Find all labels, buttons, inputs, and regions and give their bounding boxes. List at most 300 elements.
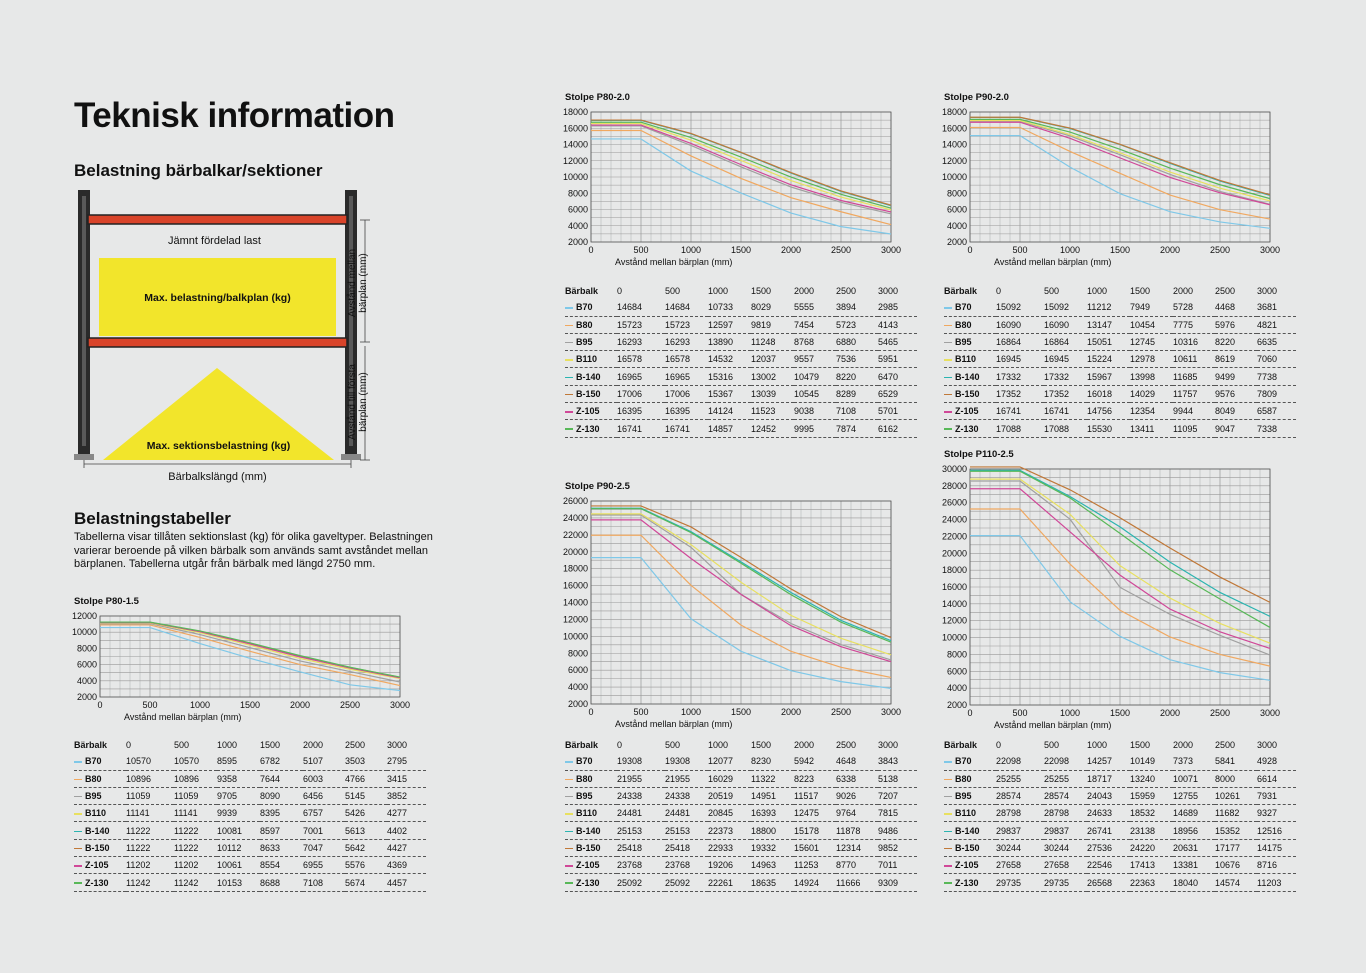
tables-description: Tabellerna visar tillåten sektionslast (kg) för olika gaveltyper. Belastningen varierar beroende på vilken bärbalk som används samt avståndet mellan bärplanen. Tabellerna utgår från bärbalk med längd 2750 mm. bbox=[74, 531, 433, 570]
table-cell: 29735 bbox=[1044, 874, 1087, 891]
table-cell: 29837 bbox=[1044, 822, 1087, 839]
x-tick-label: 2500 bbox=[830, 707, 852, 717]
table-header-cell: 2000 bbox=[794, 286, 815, 297]
table-cell: 16090 bbox=[996, 316, 1044, 333]
x-tick-label: 3000 bbox=[389, 700, 411, 710]
load-chart-block bbox=[941, 92, 1281, 434]
table-row: B70 14684 14684 10733 8029 5555 3894 2985 bbox=[565, 299, 917, 316]
table-cell: 28574 bbox=[996, 787, 1044, 804]
table-cell: 20519 bbox=[708, 787, 751, 804]
table-row: Z-105 16741 16741 14756 12354 9944 8049 6587 bbox=[944, 403, 1296, 420]
table-header-cell: 2000 bbox=[1173, 740, 1194, 751]
table-cell: 7931 bbox=[1257, 787, 1296, 804]
table-cell: 6880 bbox=[836, 333, 878, 350]
table-cell: 6338 bbox=[836, 770, 878, 787]
table-cell: 23138 bbox=[1130, 822, 1173, 839]
table-cell: 21955 bbox=[665, 770, 708, 787]
series-swatch bbox=[74, 761, 82, 763]
series-swatch bbox=[565, 882, 573, 884]
table-cell: 15224 bbox=[1087, 351, 1130, 368]
table-cell: 16864 bbox=[996, 333, 1044, 350]
series-swatch bbox=[944, 813, 952, 815]
x-tick-label: 500 bbox=[633, 707, 649, 717]
beam-length-label: Bärbalkslängd (mm) bbox=[168, 471, 267, 483]
y-tick-label: 22000 bbox=[941, 531, 967, 542]
table-cell: 9026 bbox=[836, 787, 878, 804]
table-cell: 6782 bbox=[260, 753, 303, 770]
table-cell: 16965 bbox=[617, 368, 665, 385]
y-tick-label: 4000 bbox=[946, 220, 967, 231]
series-swatch bbox=[944, 394, 952, 396]
x-tick-label: 2000 bbox=[1159, 708, 1181, 718]
table-cell: 9944 bbox=[1173, 403, 1215, 420]
table-cell: 9358 bbox=[217, 770, 260, 787]
series-swatch bbox=[944, 359, 952, 361]
table-cell: 7011 bbox=[878, 857, 917, 874]
table-cell: 24481 bbox=[665, 805, 708, 822]
series-swatch bbox=[565, 813, 573, 815]
table-cell: 6635 bbox=[1257, 333, 1296, 350]
table-cell: 25418 bbox=[665, 839, 708, 856]
table-cell: 7738 bbox=[1257, 368, 1296, 385]
y-tick-label: 10000 bbox=[562, 631, 588, 642]
table-cell: 4928 bbox=[1257, 753, 1296, 770]
series-swatch bbox=[74, 882, 82, 884]
table-cell: 10081 bbox=[217, 822, 260, 839]
table-cell: 12516 bbox=[1257, 822, 1296, 839]
max-section-load-label: Max. sektionsbelastning (kg) bbox=[146, 440, 291, 452]
table-cell: 18800 bbox=[751, 822, 794, 839]
table-cell: 7536 bbox=[836, 351, 878, 368]
table-row: B80 25255 25255 18717 13240 10071 8000 6614 bbox=[944, 770, 1296, 787]
series-swatch bbox=[944, 307, 952, 309]
table-cell: 4648 bbox=[836, 753, 878, 770]
y-tick-label: 12000 bbox=[941, 155, 967, 166]
table-cell: 14689 bbox=[1173, 805, 1215, 822]
table-cell: 9576 bbox=[1215, 385, 1257, 402]
series-swatch bbox=[565, 779, 573, 781]
table-cell: 15723 bbox=[617, 316, 665, 333]
x-axis-label: Avstånd mellan bärplan (mm) bbox=[994, 257, 1112, 267]
table-cell: 7001 bbox=[303, 822, 345, 839]
table-cell: 4277 bbox=[387, 805, 426, 822]
table-header-cell: Bärbalk bbox=[944, 740, 978, 751]
table-cell: 5555 bbox=[794, 299, 836, 316]
table-cell: 8049 bbox=[1215, 403, 1257, 420]
table-cell: 25418 bbox=[617, 839, 665, 856]
table-cell: 6003 bbox=[303, 770, 345, 787]
y-tick-label: 12000 bbox=[71, 611, 97, 621]
series-swatch bbox=[944, 865, 952, 867]
load-table bbox=[565, 737, 917, 892]
table-cell: 25092 bbox=[665, 874, 708, 891]
table-cell: 14574 bbox=[1215, 874, 1257, 891]
x-tick-label: 2000 bbox=[1159, 245, 1181, 255]
table-header-cell: 2500 bbox=[836, 286, 857, 297]
table-row: B95 11059 11059 9705 8090 6456 5145 3852 bbox=[74, 787, 426, 804]
table-cell: 5465 bbox=[878, 333, 917, 350]
table-cell: 11242 bbox=[174, 874, 217, 891]
table-row: B70 10570 10570 8595 6782 5107 3503 2795 bbox=[74, 753, 426, 770]
table-cell: 11666 bbox=[836, 874, 878, 891]
max-beam-load-label: Max. belastning/balkplan (kg) bbox=[144, 292, 291, 304]
table-cell: 8029 bbox=[751, 299, 794, 316]
table-cell: 9047 bbox=[1215, 420, 1257, 437]
table-cell: 17088 bbox=[1044, 420, 1087, 437]
line-chart bbox=[64, 596, 414, 722]
table-cell: 11682 bbox=[1215, 805, 1257, 822]
table-cell: 27536 bbox=[1087, 839, 1130, 856]
table-header-cell: 0 bbox=[996, 740, 1002, 751]
table-row: B110 16945 16945 15224 12978 10611 8619 7060 bbox=[944, 351, 1296, 368]
table-cell: 24338 bbox=[617, 787, 665, 804]
y-tick-label: 24000 bbox=[562, 512, 588, 523]
table-cell: 16029 bbox=[708, 770, 751, 787]
table-cell: 14124 bbox=[708, 403, 751, 420]
table-cell: 23768 bbox=[665, 857, 708, 874]
table-cell: 12755 bbox=[1173, 787, 1215, 804]
table-cell: 7108 bbox=[303, 874, 345, 891]
series-swatch bbox=[944, 377, 952, 379]
series-swatch bbox=[565, 831, 573, 833]
series-swatch bbox=[944, 342, 952, 344]
table-cell: 5942 bbox=[794, 753, 836, 770]
table-header-cell: 500 bbox=[1044, 740, 1060, 751]
table-cell: 9327 bbox=[1257, 805, 1296, 822]
table-cell: 10896 bbox=[126, 770, 174, 787]
table-cell: 10061 bbox=[217, 857, 260, 874]
table-cell: 6470 bbox=[878, 368, 917, 385]
table-cell: 11222 bbox=[126, 822, 174, 839]
table-cell: 17352 bbox=[996, 385, 1044, 402]
x-tick-label: 1500 bbox=[1109, 245, 1131, 255]
table-cell: 5951 bbox=[878, 351, 917, 368]
table-cell: 10611 bbox=[1173, 351, 1215, 368]
table-row: B-150 17006 17006 15367 13039 10545 8289 6529 bbox=[565, 385, 917, 402]
y-tick-label: 18000 bbox=[941, 107, 967, 117]
x-tick-label: 3000 bbox=[1259, 708, 1281, 718]
table-cell: 5145 bbox=[345, 787, 387, 804]
table-cell: 10570 bbox=[126, 753, 174, 770]
y-tick-label: 10000 bbox=[562, 172, 588, 182]
table-cell: 12037 bbox=[751, 351, 794, 368]
table-row: B80 15723 15723 12597 9819 7454 5723 4143 bbox=[565, 316, 917, 333]
table-cell: 15959 bbox=[1130, 787, 1173, 804]
table-cell: 27658 bbox=[996, 857, 1044, 874]
table-cell: 7644 bbox=[260, 770, 303, 787]
table-cell: 3843 bbox=[878, 753, 917, 770]
y-tick-label: 6000 bbox=[76, 659, 97, 670]
table-cell: 16578 bbox=[617, 351, 665, 368]
table-cell: 9557 bbox=[794, 351, 836, 368]
table-cell: 25255 bbox=[1044, 770, 1087, 787]
table-cell: 27658 bbox=[1044, 857, 1087, 874]
table-cell: 5642 bbox=[345, 839, 387, 856]
table-header-cell: 3000 bbox=[878, 740, 899, 751]
x-tick-label: 0 bbox=[967, 708, 973, 718]
x-tick-label: 1000 bbox=[680, 245, 702, 255]
x-tick-label: 1000 bbox=[680, 707, 702, 717]
table-cell: 13147 bbox=[1087, 316, 1130, 333]
table-cell: 8220 bbox=[836, 368, 878, 385]
series-swatch bbox=[565, 307, 573, 309]
table-cell: 17006 bbox=[617, 385, 665, 402]
middle-beam bbox=[88, 338, 347, 347]
table-cell: 16741 bbox=[996, 403, 1044, 420]
table-cell: 4427 bbox=[387, 839, 426, 856]
y-tick-label: 6000 bbox=[946, 666, 967, 677]
table-cell: 3415 bbox=[387, 770, 426, 787]
table-row: B-150 25418 25418 22933 19332 15601 12314 9852 bbox=[565, 839, 917, 856]
table-cell: 17352 bbox=[1044, 385, 1087, 402]
table-cell: 26741 bbox=[1087, 822, 1130, 839]
x-tick-label: 0 bbox=[588, 245, 594, 255]
y-tick-label: 8000 bbox=[567, 188, 588, 199]
table-cell: 15051 bbox=[1087, 333, 1130, 350]
table-cell: 29837 bbox=[996, 822, 1044, 839]
x-tick-label: 1500 bbox=[730, 707, 752, 717]
table-cell: 4402 bbox=[387, 822, 426, 839]
table-cell: 10545 bbox=[794, 385, 836, 402]
y-tick-label: 26000 bbox=[941, 497, 967, 508]
table-cell: 4468 bbox=[1215, 299, 1257, 316]
series-swatch bbox=[74, 831, 82, 833]
table-header-cell: 2000 bbox=[303, 740, 324, 751]
y-tick-label: 6000 bbox=[567, 204, 588, 215]
line-chart bbox=[555, 481, 905, 729]
series-swatch bbox=[565, 865, 573, 867]
table-cell: 17332 bbox=[996, 368, 1044, 385]
series-swatch bbox=[944, 411, 952, 413]
table-cell: 10112 bbox=[217, 839, 260, 856]
y-tick-label: 18000 bbox=[562, 107, 588, 117]
table-cell: 16395 bbox=[665, 403, 708, 420]
x-tick-label: 1000 bbox=[189, 700, 211, 710]
table-cell: 6162 bbox=[878, 420, 917, 437]
table-cell: 16018 bbox=[1087, 385, 1130, 402]
y-tick-label: 4000 bbox=[567, 220, 588, 231]
table-cell: 10733 bbox=[708, 299, 751, 316]
series-swatch bbox=[74, 848, 82, 850]
table-cell: 8597 bbox=[260, 822, 303, 839]
series-swatch bbox=[565, 377, 573, 379]
table-cell: 8554 bbox=[260, 857, 303, 874]
table-cell: 6456 bbox=[303, 787, 345, 804]
y-tick-label: 8000 bbox=[946, 649, 967, 660]
table-cell: 6757 bbox=[303, 805, 345, 822]
table-cell: 14684 bbox=[665, 299, 708, 316]
table-cell: 15178 bbox=[794, 822, 836, 839]
table-cell: 15316 bbox=[708, 368, 751, 385]
table-cell: 7060 bbox=[1257, 351, 1296, 368]
table-header-cell: 1500 bbox=[1130, 286, 1151, 297]
table-cell: 11685 bbox=[1173, 368, 1215, 385]
series-swatch bbox=[944, 796, 952, 798]
chart-title: Stolpe P90-2.0 bbox=[944, 92, 1009, 103]
x-tick-label: 500 bbox=[1012, 708, 1028, 718]
section-heading-load: Belastning bärbalkar/sektioner bbox=[74, 161, 323, 180]
table-cell: 17088 bbox=[996, 420, 1044, 437]
y-tick-label: 16000 bbox=[562, 123, 588, 134]
table-cell: 4457 bbox=[387, 874, 426, 891]
table-cell: 18717 bbox=[1087, 770, 1130, 787]
table-cell: 11202 bbox=[126, 857, 174, 874]
table-cell: 7338 bbox=[1257, 420, 1296, 437]
table-cell: 10153 bbox=[217, 874, 260, 891]
series-swatch bbox=[944, 779, 952, 781]
table-cell: 10149 bbox=[1130, 753, 1173, 770]
chart-title: Stolpe P110-2.5 bbox=[944, 449, 1014, 460]
y-tick-label: 8000 bbox=[76, 643, 97, 654]
table-header-cell: 0 bbox=[126, 740, 132, 751]
beam-spacing-label: Avstånd mellan bärplan (mm) bbox=[347, 248, 369, 318]
table-cell: 10454 bbox=[1130, 316, 1173, 333]
table-cell: 8000 bbox=[1215, 770, 1257, 787]
table-cell: 19206 bbox=[708, 857, 751, 874]
table-cell: 15092 bbox=[996, 299, 1044, 316]
table-row: B-140 25153 25153 22373 18800 15178 11878 9486 bbox=[565, 822, 917, 839]
table-cell: 14175 bbox=[1257, 839, 1296, 856]
table-cell: 16578 bbox=[665, 351, 708, 368]
table-header-cell: 1000 bbox=[217, 740, 238, 751]
x-tick-label: 2500 bbox=[1209, 708, 1231, 718]
table-cell: 4766 bbox=[345, 770, 387, 787]
table-cell: 6529 bbox=[878, 385, 917, 402]
table-header-cell: 2500 bbox=[1215, 740, 1236, 751]
table-cell: 20845 bbox=[708, 805, 751, 822]
table-cell: 11523 bbox=[751, 403, 794, 420]
y-tick-label: 2000 bbox=[567, 237, 588, 247]
table-cell: 11095 bbox=[1173, 420, 1215, 437]
table-cell: 7874 bbox=[836, 420, 878, 437]
table-cell: 25153 bbox=[665, 822, 708, 839]
table-cell: 9819 bbox=[751, 316, 794, 333]
table-cell: 28798 bbox=[996, 805, 1044, 822]
series-swatch bbox=[944, 428, 952, 430]
x-tick-label: 3000 bbox=[1259, 245, 1281, 255]
table-cell: 16741 bbox=[617, 420, 665, 437]
table-cell: 16395 bbox=[617, 403, 665, 420]
x-tick-label: 3000 bbox=[880, 245, 902, 255]
table-cell: 15723 bbox=[665, 316, 708, 333]
table-header-cell: 0 bbox=[617, 740, 623, 751]
y-tick-label: 10000 bbox=[941, 172, 967, 182]
table-row: B80 16090 16090 13147 10454 7775 5976 4821 bbox=[944, 316, 1296, 333]
series-swatch bbox=[944, 761, 952, 763]
table-row: B-150 17352 17352 16018 14029 11757 9576 7809 bbox=[944, 385, 1296, 402]
table-row: B80 10896 10896 9358 7644 6003 4766 3415 bbox=[74, 770, 426, 787]
load-chart-block bbox=[562, 92, 902, 434]
y-tick-label: 14000 bbox=[562, 597, 588, 608]
table-cell: 10261 bbox=[1215, 787, 1257, 804]
table-cell: 7454 bbox=[794, 316, 836, 333]
series-swatch bbox=[944, 848, 952, 850]
table-cell: 8220 bbox=[1215, 333, 1257, 350]
y-tick-label: 18000 bbox=[941, 565, 967, 576]
table-cell: 7047 bbox=[303, 839, 345, 856]
y-tick-label: 24000 bbox=[941, 514, 967, 525]
table-cell: 9486 bbox=[878, 822, 917, 839]
y-tick-label: 4000 bbox=[567, 682, 588, 693]
table-cell: 8770 bbox=[836, 857, 878, 874]
table-header-cell: 2000 bbox=[794, 740, 815, 751]
table-cell: 30244 bbox=[1044, 839, 1087, 856]
y-tick-label: 14000 bbox=[941, 139, 967, 150]
y-tick-label: 4000 bbox=[946, 683, 967, 694]
table-cell: 11141 bbox=[174, 805, 217, 822]
series-swatch bbox=[565, 394, 573, 396]
table-row: B95 24338 24338 20519 14951 11517 9026 7207 bbox=[565, 787, 917, 804]
table-cell: 28798 bbox=[1044, 805, 1087, 822]
table-header-cell: 1000 bbox=[708, 286, 729, 297]
table-cell: 7815 bbox=[878, 805, 917, 822]
table-row: Z-105 23768 23768 19206 14963 11253 8770 7011 bbox=[565, 857, 917, 874]
table-cell: 19308 bbox=[617, 753, 665, 770]
table-cell: 9852 bbox=[878, 839, 917, 856]
table-cell: 11222 bbox=[126, 839, 174, 856]
series-swatch bbox=[565, 761, 573, 763]
table-header-cell: 2000 bbox=[1173, 286, 1194, 297]
y-tick-label: 20000 bbox=[562, 546, 588, 557]
table-cell: 5107 bbox=[303, 753, 345, 770]
table-cell: 16945 bbox=[996, 351, 1044, 368]
table-cell: 5701 bbox=[878, 403, 917, 420]
y-tick-label: 8000 bbox=[946, 188, 967, 199]
table-cell: 2795 bbox=[387, 753, 426, 770]
x-tick-label: 2500 bbox=[339, 700, 361, 710]
y-tick-label: 6000 bbox=[567, 665, 588, 676]
table-cell: 8230 bbox=[751, 753, 794, 770]
table-header-cell: 3000 bbox=[1257, 286, 1278, 297]
table-row: Z-130 25092 25092 22261 18635 14924 11666 9309 bbox=[565, 874, 917, 891]
table-cell: 25153 bbox=[617, 822, 665, 839]
table-cell: 12978 bbox=[1130, 351, 1173, 368]
table-cell: 16393 bbox=[751, 805, 794, 822]
table-row: B-140 17332 17332 15967 13998 11685 9499 7738 bbox=[944, 368, 1296, 385]
table-cell: 8090 bbox=[260, 787, 303, 804]
table-cell: 6614 bbox=[1257, 770, 1296, 787]
table-cell: 17006 bbox=[665, 385, 708, 402]
table-cell: 5841 bbox=[1215, 753, 1257, 770]
table-header-cell: Bärbalk bbox=[565, 286, 599, 297]
line-chart bbox=[934, 449, 1284, 730]
x-tick-label: 0 bbox=[967, 245, 973, 255]
table-cell: 5674 bbox=[345, 874, 387, 891]
y-tick-label: 8000 bbox=[567, 648, 588, 659]
table-cell: 12354 bbox=[1130, 403, 1173, 420]
table-cell: 22373 bbox=[708, 822, 751, 839]
table-header-cell: 1000 bbox=[708, 740, 729, 751]
y-tick-label: 14000 bbox=[941, 598, 967, 609]
table-cell: 8688 bbox=[260, 874, 303, 891]
table-row: B95 16864 16864 15051 12745 10316 8220 6635 bbox=[944, 333, 1296, 350]
y-tick-label: 16000 bbox=[941, 582, 967, 592]
series-swatch bbox=[565, 342, 573, 344]
table-cell: 24338 bbox=[665, 787, 708, 804]
series-swatch bbox=[565, 796, 573, 798]
table-cell: 3681 bbox=[1257, 299, 1296, 316]
load-table bbox=[944, 737, 1296, 892]
y-tick-label: 28000 bbox=[941, 480, 967, 491]
table-cell: 17413 bbox=[1130, 857, 1173, 874]
table-cell: 24633 bbox=[1087, 805, 1130, 822]
table-cell: 5138 bbox=[878, 770, 917, 787]
table-cell: 12452 bbox=[751, 420, 794, 437]
table-cell: 9309 bbox=[878, 874, 917, 891]
table-row: Z-130 29735 29735 26568 22363 18040 14574 11203 bbox=[944, 874, 1296, 891]
table-cell: 21955 bbox=[617, 770, 665, 787]
x-tick-label: 500 bbox=[142, 700, 158, 710]
